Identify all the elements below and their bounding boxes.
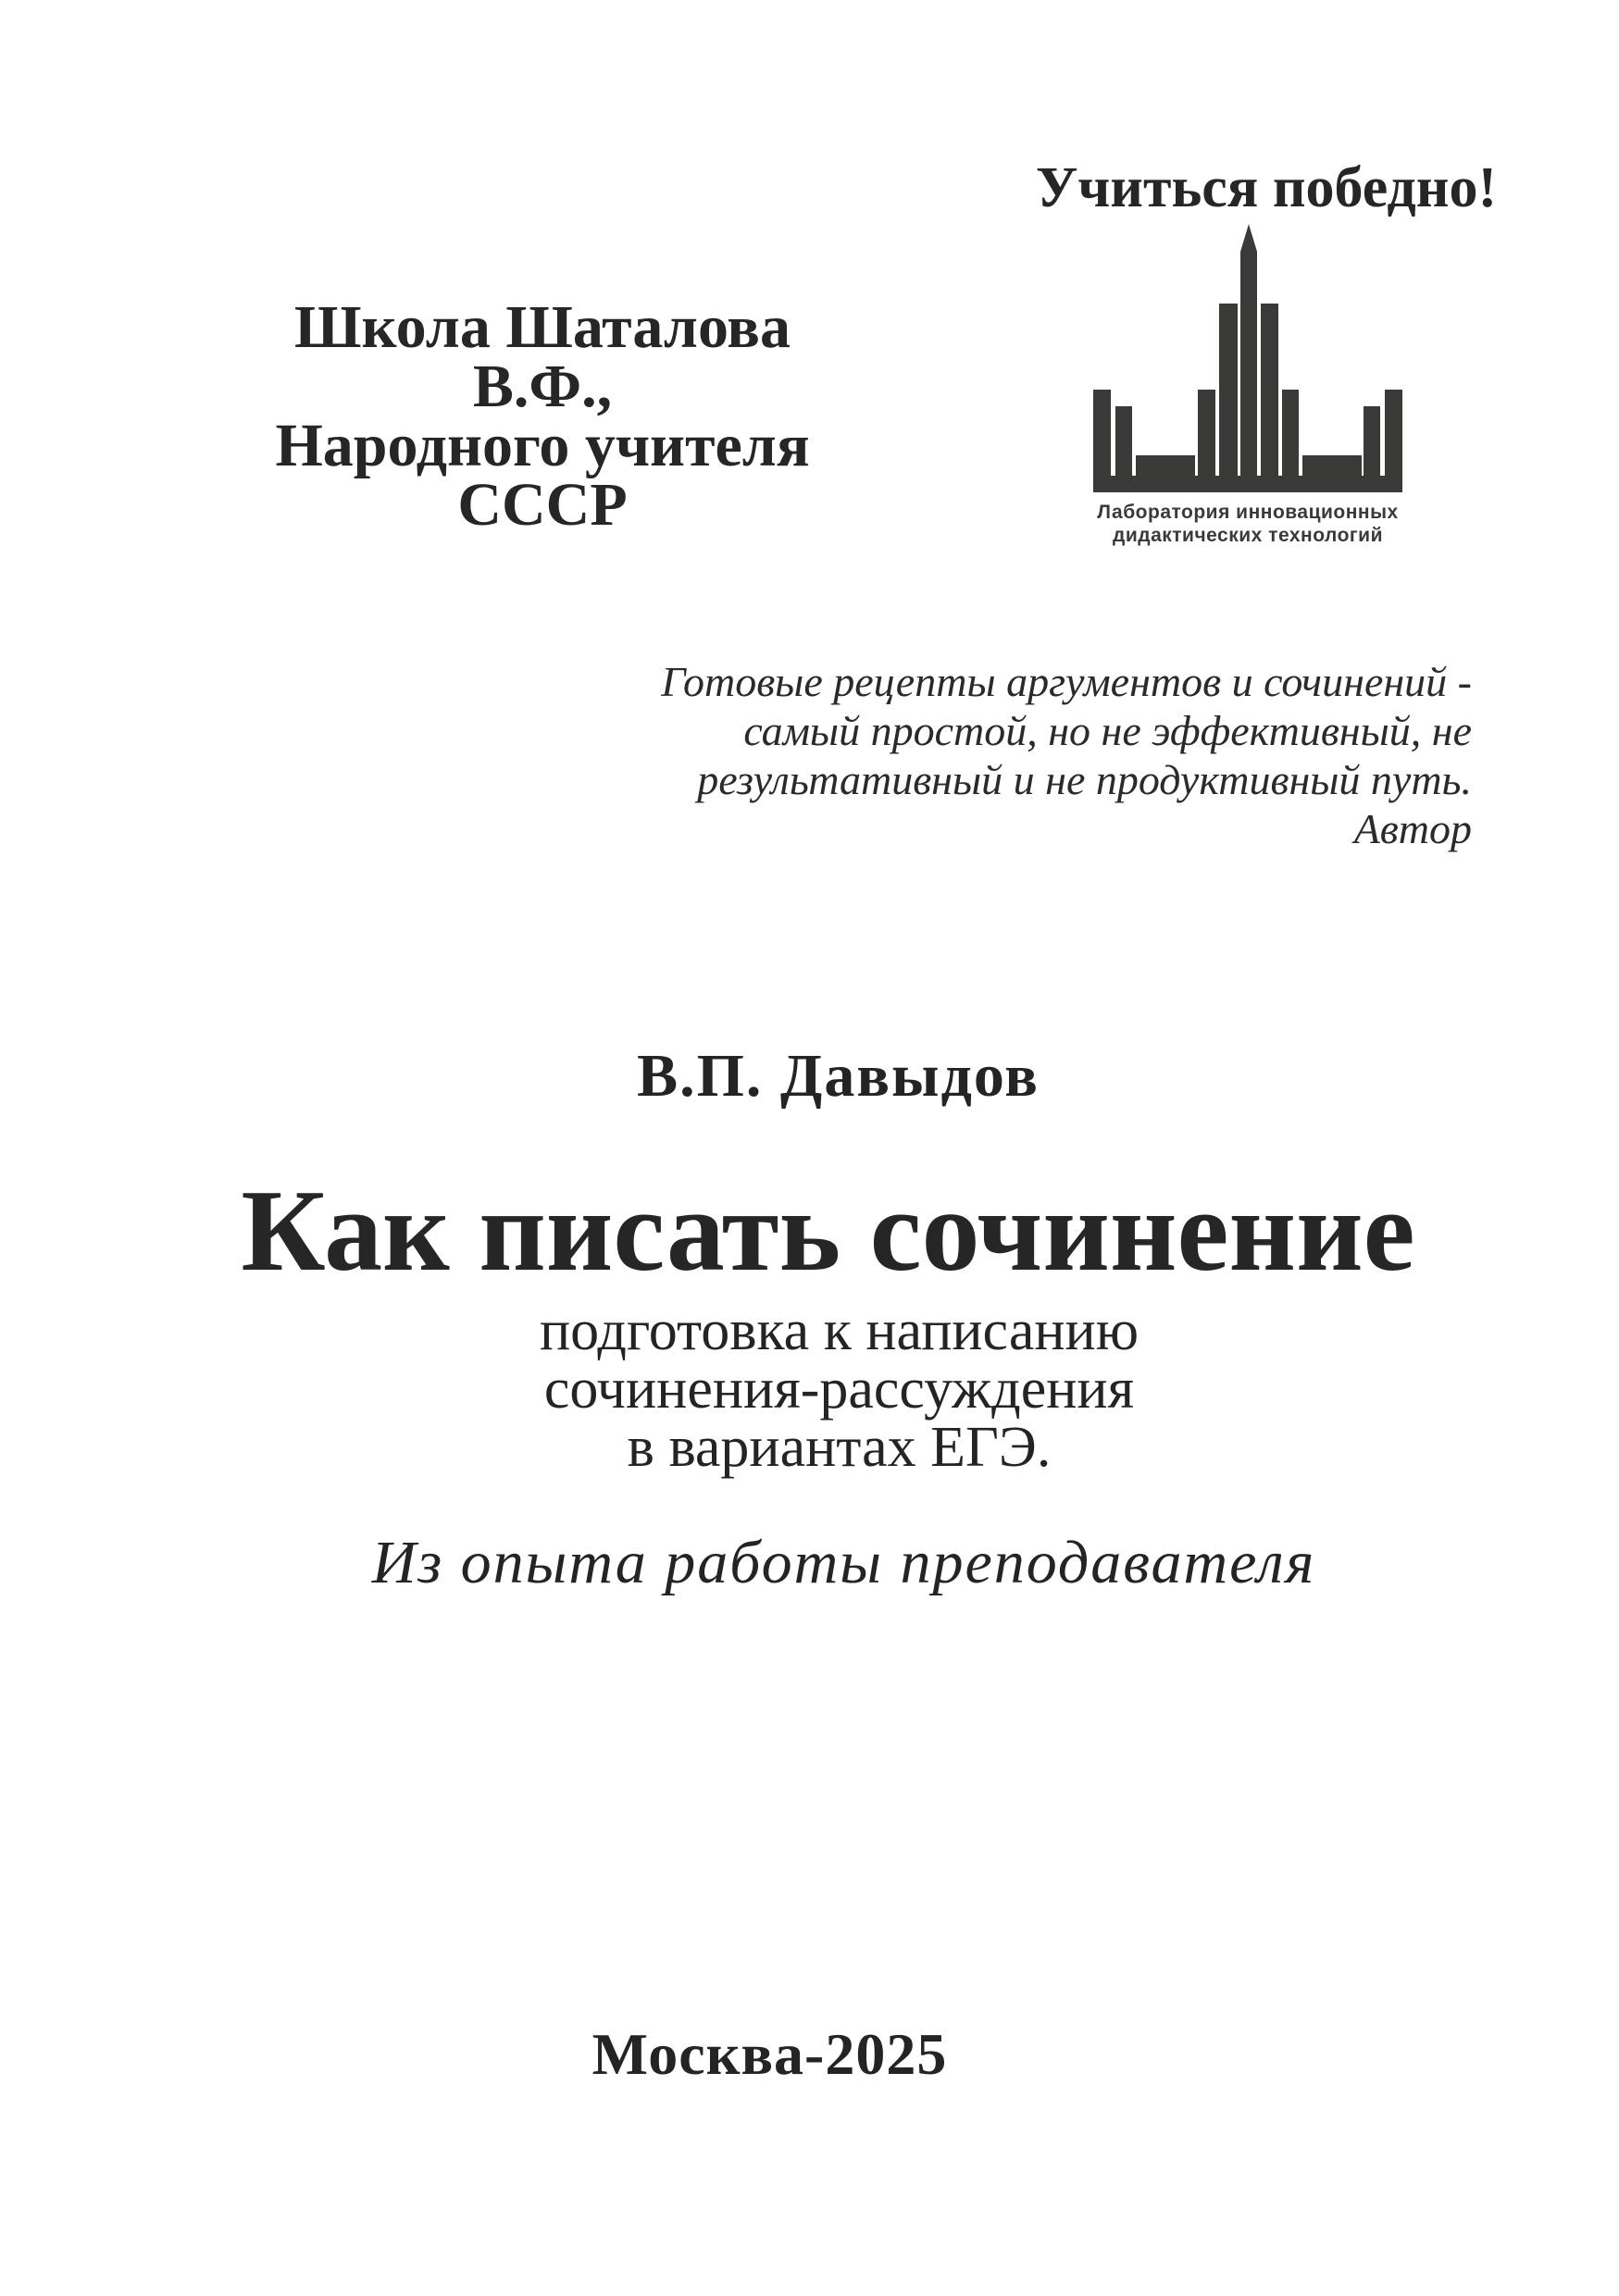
slogan-text: Учиться победно! bbox=[1035, 156, 1498, 219]
epigraph-line: результативный и не продуктивный путь. bbox=[697, 756, 1472, 803]
school-name-block bbox=[218, 293, 866, 539]
book-subtitle bbox=[59, 1299, 1619, 1479]
imprint-city-year: Москва-2025 bbox=[592, 2021, 948, 2087]
subtitle-line: сочинения-рассуждения bbox=[543, 1358, 1135, 1421]
epigraph-line: Готовые рецепты аргументов и сочинений - bbox=[661, 658, 1472, 705]
epigraph-line: самый простой, но не эффективный, не bbox=[743, 707, 1472, 754]
book-title: Как писать сочинение bbox=[241, 1167, 1415, 1296]
epigraph bbox=[592, 657, 1472, 853]
subtitle-line: подготовка к написанию bbox=[539, 1299, 1140, 1362]
experience-tagline: Из опыта работы преподавателя bbox=[371, 1529, 1316, 1596]
bar-tower-logo-icon bbox=[1093, 222, 1402, 492]
school-name-line: Народного учителя СССР bbox=[275, 412, 810, 539]
school-name-line: Школа Шаталова В.Ф., bbox=[294, 293, 791, 420]
logo-caption bbox=[1092, 501, 1403, 547]
author-name: В.П. Давыдов bbox=[637, 1042, 1040, 1110]
logo-caption-line: дидактических технологий bbox=[1113, 525, 1383, 546]
logo-caption-line: Лаборатория инновационных bbox=[1097, 502, 1399, 523]
epigraph-attribution: Автор bbox=[1353, 805, 1472, 852]
laboratory-logo bbox=[1092, 222, 1403, 547]
subtitle-line: в вариантах ЕГЭ. bbox=[627, 1416, 1052, 1479]
